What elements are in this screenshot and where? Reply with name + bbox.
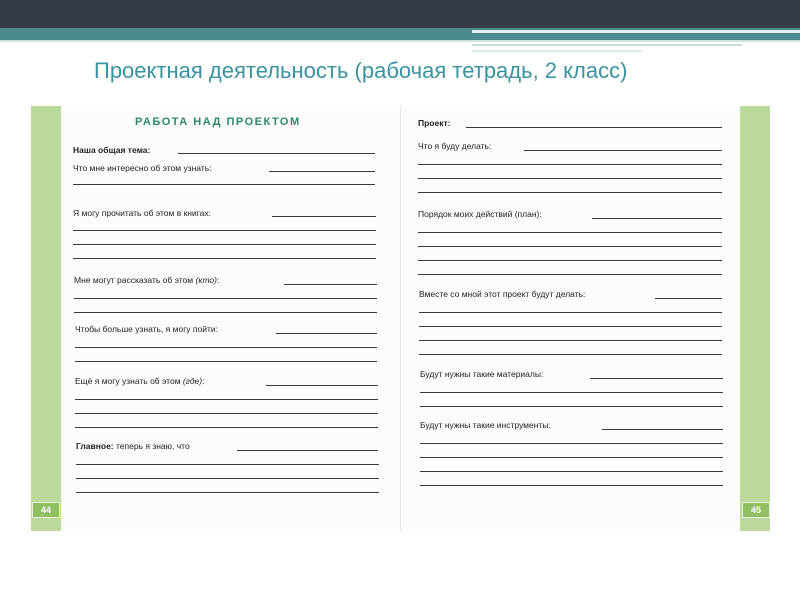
decor-stripe bbox=[472, 30, 800, 33]
left-green-margin bbox=[31, 106, 61, 531]
answer-line[interactable] bbox=[418, 274, 722, 275]
answer-line[interactable] bbox=[418, 192, 722, 193]
answer-line[interactable] bbox=[73, 184, 375, 185]
answer-line[interactable] bbox=[419, 340, 722, 341]
topic-label: Наша общая тема: bbox=[73, 145, 151, 155]
answer-line[interactable] bbox=[76, 464, 379, 465]
answer-line[interactable] bbox=[419, 326, 722, 327]
answer-line[interactable] bbox=[75, 427, 378, 428]
answer-line[interactable] bbox=[419, 312, 722, 313]
answer-line[interactable] bbox=[73, 258, 376, 259]
tools-label: Будут нужны такие инструменты: bbox=[420, 420, 551, 430]
do-label: Что я буду делать: bbox=[418, 141, 492, 151]
answer-line[interactable] bbox=[75, 399, 378, 400]
plan-line[interactable] bbox=[592, 218, 722, 219]
topic-line[interactable] bbox=[178, 153, 375, 154]
answer-line[interactable] bbox=[420, 406, 723, 407]
project-label: Проект: bbox=[418, 118, 451, 128]
right-page bbox=[400, 106, 740, 531]
interest-label: Что мне интересно об этом узнать: bbox=[73, 163, 212, 173]
answer-line[interactable] bbox=[418, 246, 722, 247]
right-page-number: 45 bbox=[742, 502, 770, 518]
main-label: Главное: теперь я знаю, что bbox=[76, 441, 190, 451]
materials-label: Будут нужны такие материалы: bbox=[420, 369, 544, 379]
where-label: Ещё я могу узнать об этом (где): bbox=[75, 376, 205, 386]
materials-line[interactable] bbox=[590, 378, 723, 379]
go-line[interactable] bbox=[276, 333, 377, 334]
answer-line[interactable] bbox=[420, 443, 723, 444]
right-green-margin bbox=[740, 106, 770, 531]
answer-line[interactable] bbox=[75, 413, 378, 414]
go-label: Чтобы больше узнать, я могу пойти: bbox=[75, 324, 218, 334]
project-line[interactable] bbox=[466, 127, 722, 128]
do-line[interactable] bbox=[524, 150, 722, 151]
slide-title: Проектная деятельность (рабочая тетрадь, 2 класс) bbox=[94, 58, 628, 83]
answer-line[interactable] bbox=[73, 244, 376, 245]
answer-line[interactable] bbox=[418, 178, 722, 179]
answer-line[interactable] bbox=[74, 298, 377, 299]
left-page-number: 44 bbox=[32, 502, 60, 518]
answer-line[interactable] bbox=[420, 471, 723, 472]
tools-line[interactable] bbox=[602, 429, 723, 430]
main-line[interactable] bbox=[237, 450, 378, 451]
page-divider bbox=[400, 106, 401, 531]
books-line[interactable] bbox=[272, 216, 376, 217]
answer-line[interactable] bbox=[75, 361, 377, 362]
answer-line[interactable] bbox=[419, 354, 722, 355]
answer-line[interactable] bbox=[418, 260, 722, 261]
top-light-stripe bbox=[0, 40, 800, 42]
answer-line[interactable] bbox=[420, 392, 723, 393]
answer-line[interactable] bbox=[74, 312, 377, 313]
answer-line[interactable] bbox=[420, 485, 723, 486]
together-label: Вместе со мной этот проект будут делать: bbox=[419, 289, 586, 299]
answer-line[interactable] bbox=[420, 457, 723, 458]
books-label: Я могу прочитать об этом в книгах: bbox=[73, 208, 211, 218]
answer-line[interactable] bbox=[418, 164, 722, 165]
answer-line[interactable] bbox=[76, 492, 379, 493]
where-line[interactable] bbox=[266, 385, 378, 386]
plan-label: Порядок моих действий (план): bbox=[418, 209, 542, 219]
answer-line[interactable] bbox=[76, 478, 379, 479]
answer-line[interactable] bbox=[73, 230, 376, 231]
top-dark-bar bbox=[0, 0, 800, 28]
answer-line[interactable] bbox=[75, 347, 377, 348]
interest-line[interactable] bbox=[269, 171, 375, 172]
decor-stripe bbox=[472, 44, 742, 46]
together-line[interactable] bbox=[655, 298, 722, 299]
answer-line[interactable] bbox=[418, 232, 722, 233]
decor-stripe bbox=[472, 50, 642, 52]
tell-line[interactable] bbox=[284, 284, 377, 285]
tell-label: Мне могут рассказать об этом (кто): bbox=[74, 275, 220, 285]
worksheet-heading: РАБОТА НАД ПРОЕКТОМ bbox=[135, 116, 301, 128]
